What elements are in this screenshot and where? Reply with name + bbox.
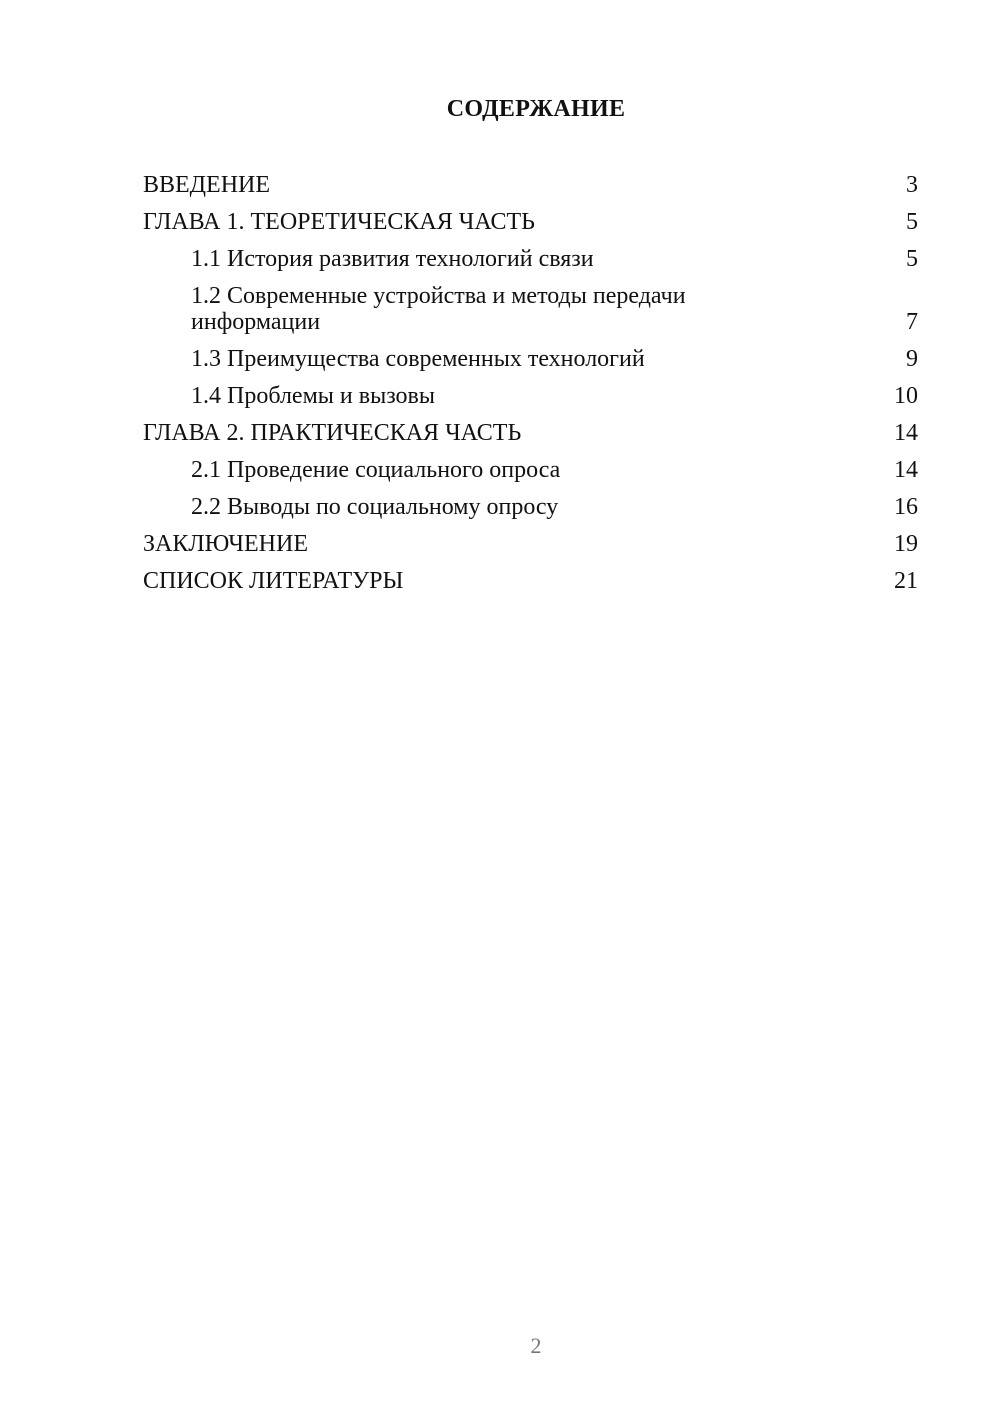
toc-entry-chapter-1[interactable] [143, 205, 918, 242]
page-number: 2 [530, 1333, 542, 1358]
toc-entry-section-1-3[interactable] [143, 342, 918, 379]
toc-entry-text: 1.1 История развития технологий связи [191, 246, 594, 272]
toc-entry-page: 5 [906, 246, 918, 272]
toc-entry-chapter-2[interactable] [143, 416, 918, 453]
toc-entry-page: 21 [894, 568, 918, 594]
toc-entry-page: 7 [906, 309, 918, 335]
toc-entry-section-2-1[interactable] [143, 453, 918, 490]
toc-entry-text: ВВЕДЕНИЕ [143, 172, 271, 198]
toc-entry-page: 19 [894, 531, 918, 557]
toc-entry-text: ЗАКЛЮЧЕНИЕ [143, 531, 308, 557]
toc-entry-page: 5 [906, 209, 918, 235]
toc-entry-text: 1.3 Преимущества современных технологий [191, 346, 645, 372]
toc-entry-text: СПИСОК ЛИТЕРАТУРЫ [143, 568, 404, 594]
toc-entry-section-1-1[interactable] [143, 242, 918, 279]
toc-entry-section-1-4[interactable] [143, 379, 918, 416]
toc-entry-references[interactable] [143, 564, 918, 601]
table-of-contents [143, 168, 918, 601]
toc-entry-text: 2.2 Выводы по социальному опросу [191, 494, 559, 520]
toc-entry-page: 10 [894, 383, 918, 409]
toc-entry-section-2-2[interactable] [143, 490, 918, 527]
toc-title: СОДЕРЖАНИЕ [446, 96, 626, 122]
toc-entry-page: 14 [894, 457, 918, 483]
toc-entry-text: 1.2 Современные устройства и методы передачи информации [191, 283, 686, 335]
toc-entry-text: 2.1 Проведение социального опроса [191, 457, 561, 483]
toc-entry-conclusion[interactable] [143, 527, 918, 564]
toc-entry-introduction[interactable] [143, 168, 918, 205]
toc-entry-text: ГЛАВА 1. ТЕОРЕТИЧЕСКАЯ ЧАСТЬ [143, 209, 535, 235]
toc-entry-page: 9 [906, 346, 918, 372]
toc-entry-section-1-2[interactable] [143, 279, 918, 342]
toc-entry-text: ГЛАВА 2. ПРАКТИЧЕСКАЯ ЧАСТЬ [143, 420, 522, 446]
toc-entry-page: 3 [906, 172, 918, 198]
toc-entry-text: 1.4 Проблемы и вызовы [191, 383, 435, 409]
toc-entry-page: 14 [894, 420, 918, 446]
toc-entry-page: 16 [894, 494, 918, 520]
